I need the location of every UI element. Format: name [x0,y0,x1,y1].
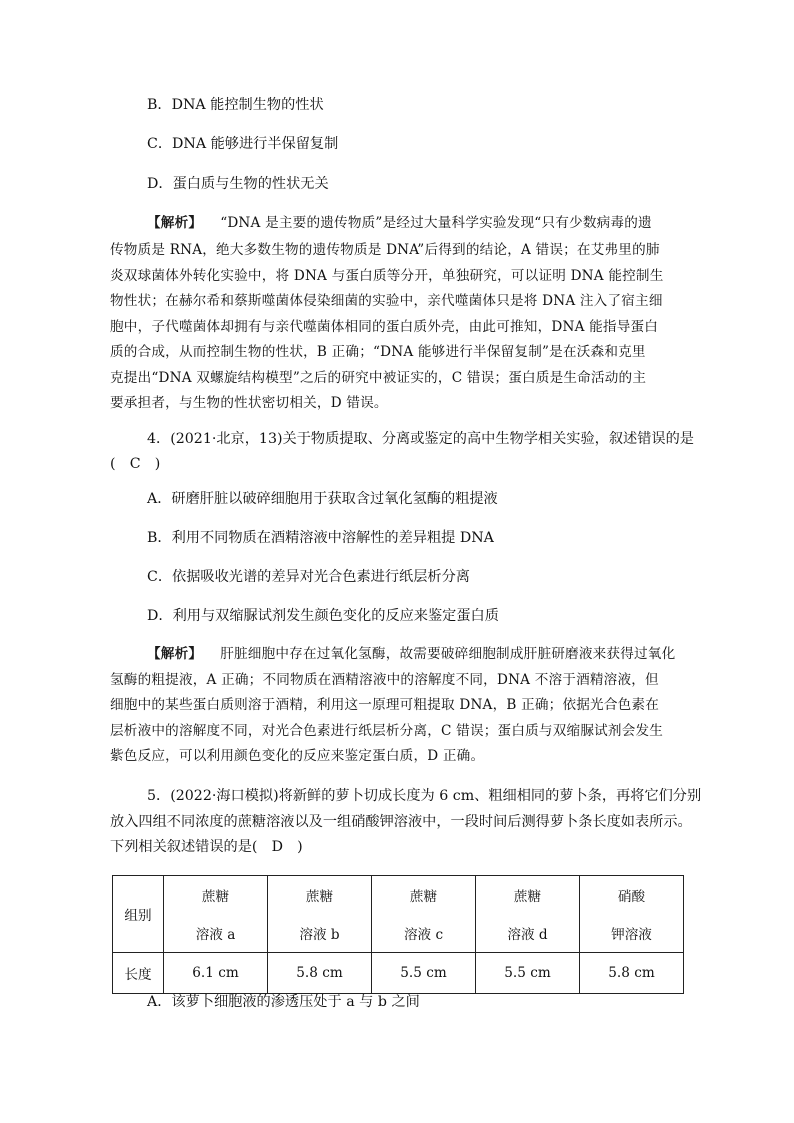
table-cell: 5.8 cm [268,953,372,994]
table-cell: 5.5 cm [476,953,580,994]
table-cell: 6.1 cm [164,953,268,994]
option-a: A．该萝卜细胞液的渗透压处于 a 与 b 之间 [147,994,420,1010]
option-c: C．依据吸收光谱的差异对光合色素进行纸层析分离 [147,569,470,585]
question-5-stem: 5．(2022·海口模拟)将新鲜的萝卜切成长度为 6 cm、粗细相同的萝卜条，再将它们分别 [147,788,702,804]
table-row [113,953,684,994]
analysis-tag: 【解析】 [147,215,203,231]
analysis-line: 要承担者，与生物的性状密切相关，D 错误。 [110,395,388,411]
analysis-line: 氢酶的粗提液，A 正确；不同物质在酒精溶液中的溶解度不同，DNA 不溶于酒精溶液，但 [110,672,659,688]
analysis-line: 物性状；在赫尔希和蔡斯噬菌体侵染细菌的实验中，亲代噬菌体只是将 DNA 注入了宿主细 [110,293,663,309]
analysis-line: 克提出“DNA 双螺旋结构模型”之后的研究中被证实的，C 错误；蛋白质是生命活动的主 [110,370,647,386]
option-c: C．DNA 能够进行半保留复制 [147,136,339,152]
analysis-line: 炎双球菌体外转化实验中，将 DNA 与蛋白质等分开，单独研究，可以证明 DNA 能控制生 [110,268,664,284]
analysis-line: 传物质是 RNA，绝大多数生物的遗传物质是 DNA”后得到的结论，A 错误；在艾弗里的肺 [110,242,660,258]
table-cell: 蔗糖 溶液 d [476,876,580,953]
option-d: D．利用与双缩脲试剂发生颜色变化的反应来鉴定蛋白质 [147,608,499,624]
table-cell: 5.5 cm [372,953,476,994]
analysis-line: 【解析】 肝脏细胞中存在过氧化氢酶，故需要破碎细胞制成肝脏研磨液来获得过氧化 [147,646,676,662]
question-5-stem: 放入四组不同浓度的蔗糖溶液以及一组硝酸钾溶液中，一段时间后测得萝卜条长度如表所示。 [110,814,692,830]
table-cell: 蔗糖 溶液 b [268,876,372,953]
question-4-stem: 4．(2021·北京，13)关于物质提取、分离或鉴定的高中生物学相关实验，叙述错误的是 [147,431,694,447]
row-header-length: 长度 [113,953,164,994]
table-cell: 蔗糖 溶液 a [164,876,268,953]
analysis-line: 紫色反应，可以利用颜色变化的反应来鉴定蛋白质，D 正确。 [110,748,485,764]
results-table [112,875,684,994]
table-header-row [113,876,684,953]
analysis-line: 质的合成，从而控制生物的性状，B 正确；“DNA 能够进行半保留复制”是在沃森和克里 [110,344,646,360]
analysis-line: 【解析】 “DNA 是主要的遗传物质”是经过大量科学实验发现“只有少数病毒的遗 [147,215,652,231]
option-b: B．DNA 能控制生物的性状 [147,97,324,113]
table-cell: 蔗糖 溶液 c [372,876,476,953]
row-header-group: 组别 [113,876,164,953]
option-d: D．蛋白质与生物的性状无关 [147,176,329,192]
question-4-answer: ( C ) [110,456,161,472]
option-a: A．研磨肝脏以破碎细胞用于获取含过氧化氢酶的粗提液 [147,491,498,507]
analysis-tag: 【解析】 [147,646,203,662]
analysis-line: 层析液中的溶解度不同，对光合色素进行纸层析分离，C 错误；蛋白质与双缩脲试剂会发生 [110,723,664,739]
table-cell: 硝酸 钾溶液 [580,876,684,953]
table-cell: 5.8 cm [580,953,684,994]
analysis-line: 细胞中的某些蛋白质则溶于酒精，利用这一原理可粗提取 DNA，B 正确；依据光合色素在 [110,697,660,713]
analysis-line: 胞中，子代噬菌体却拥有与亲代噬菌体相同的蛋白质外壳，由此可推知，DNA 能指导蛋白 [110,319,659,335]
option-b: B．利用不同物质在酒精溶液中溶解性的差异粗提 DNA [147,530,494,546]
question-5-stem: 下列相关叙述错误的是( D ) [110,839,303,855]
